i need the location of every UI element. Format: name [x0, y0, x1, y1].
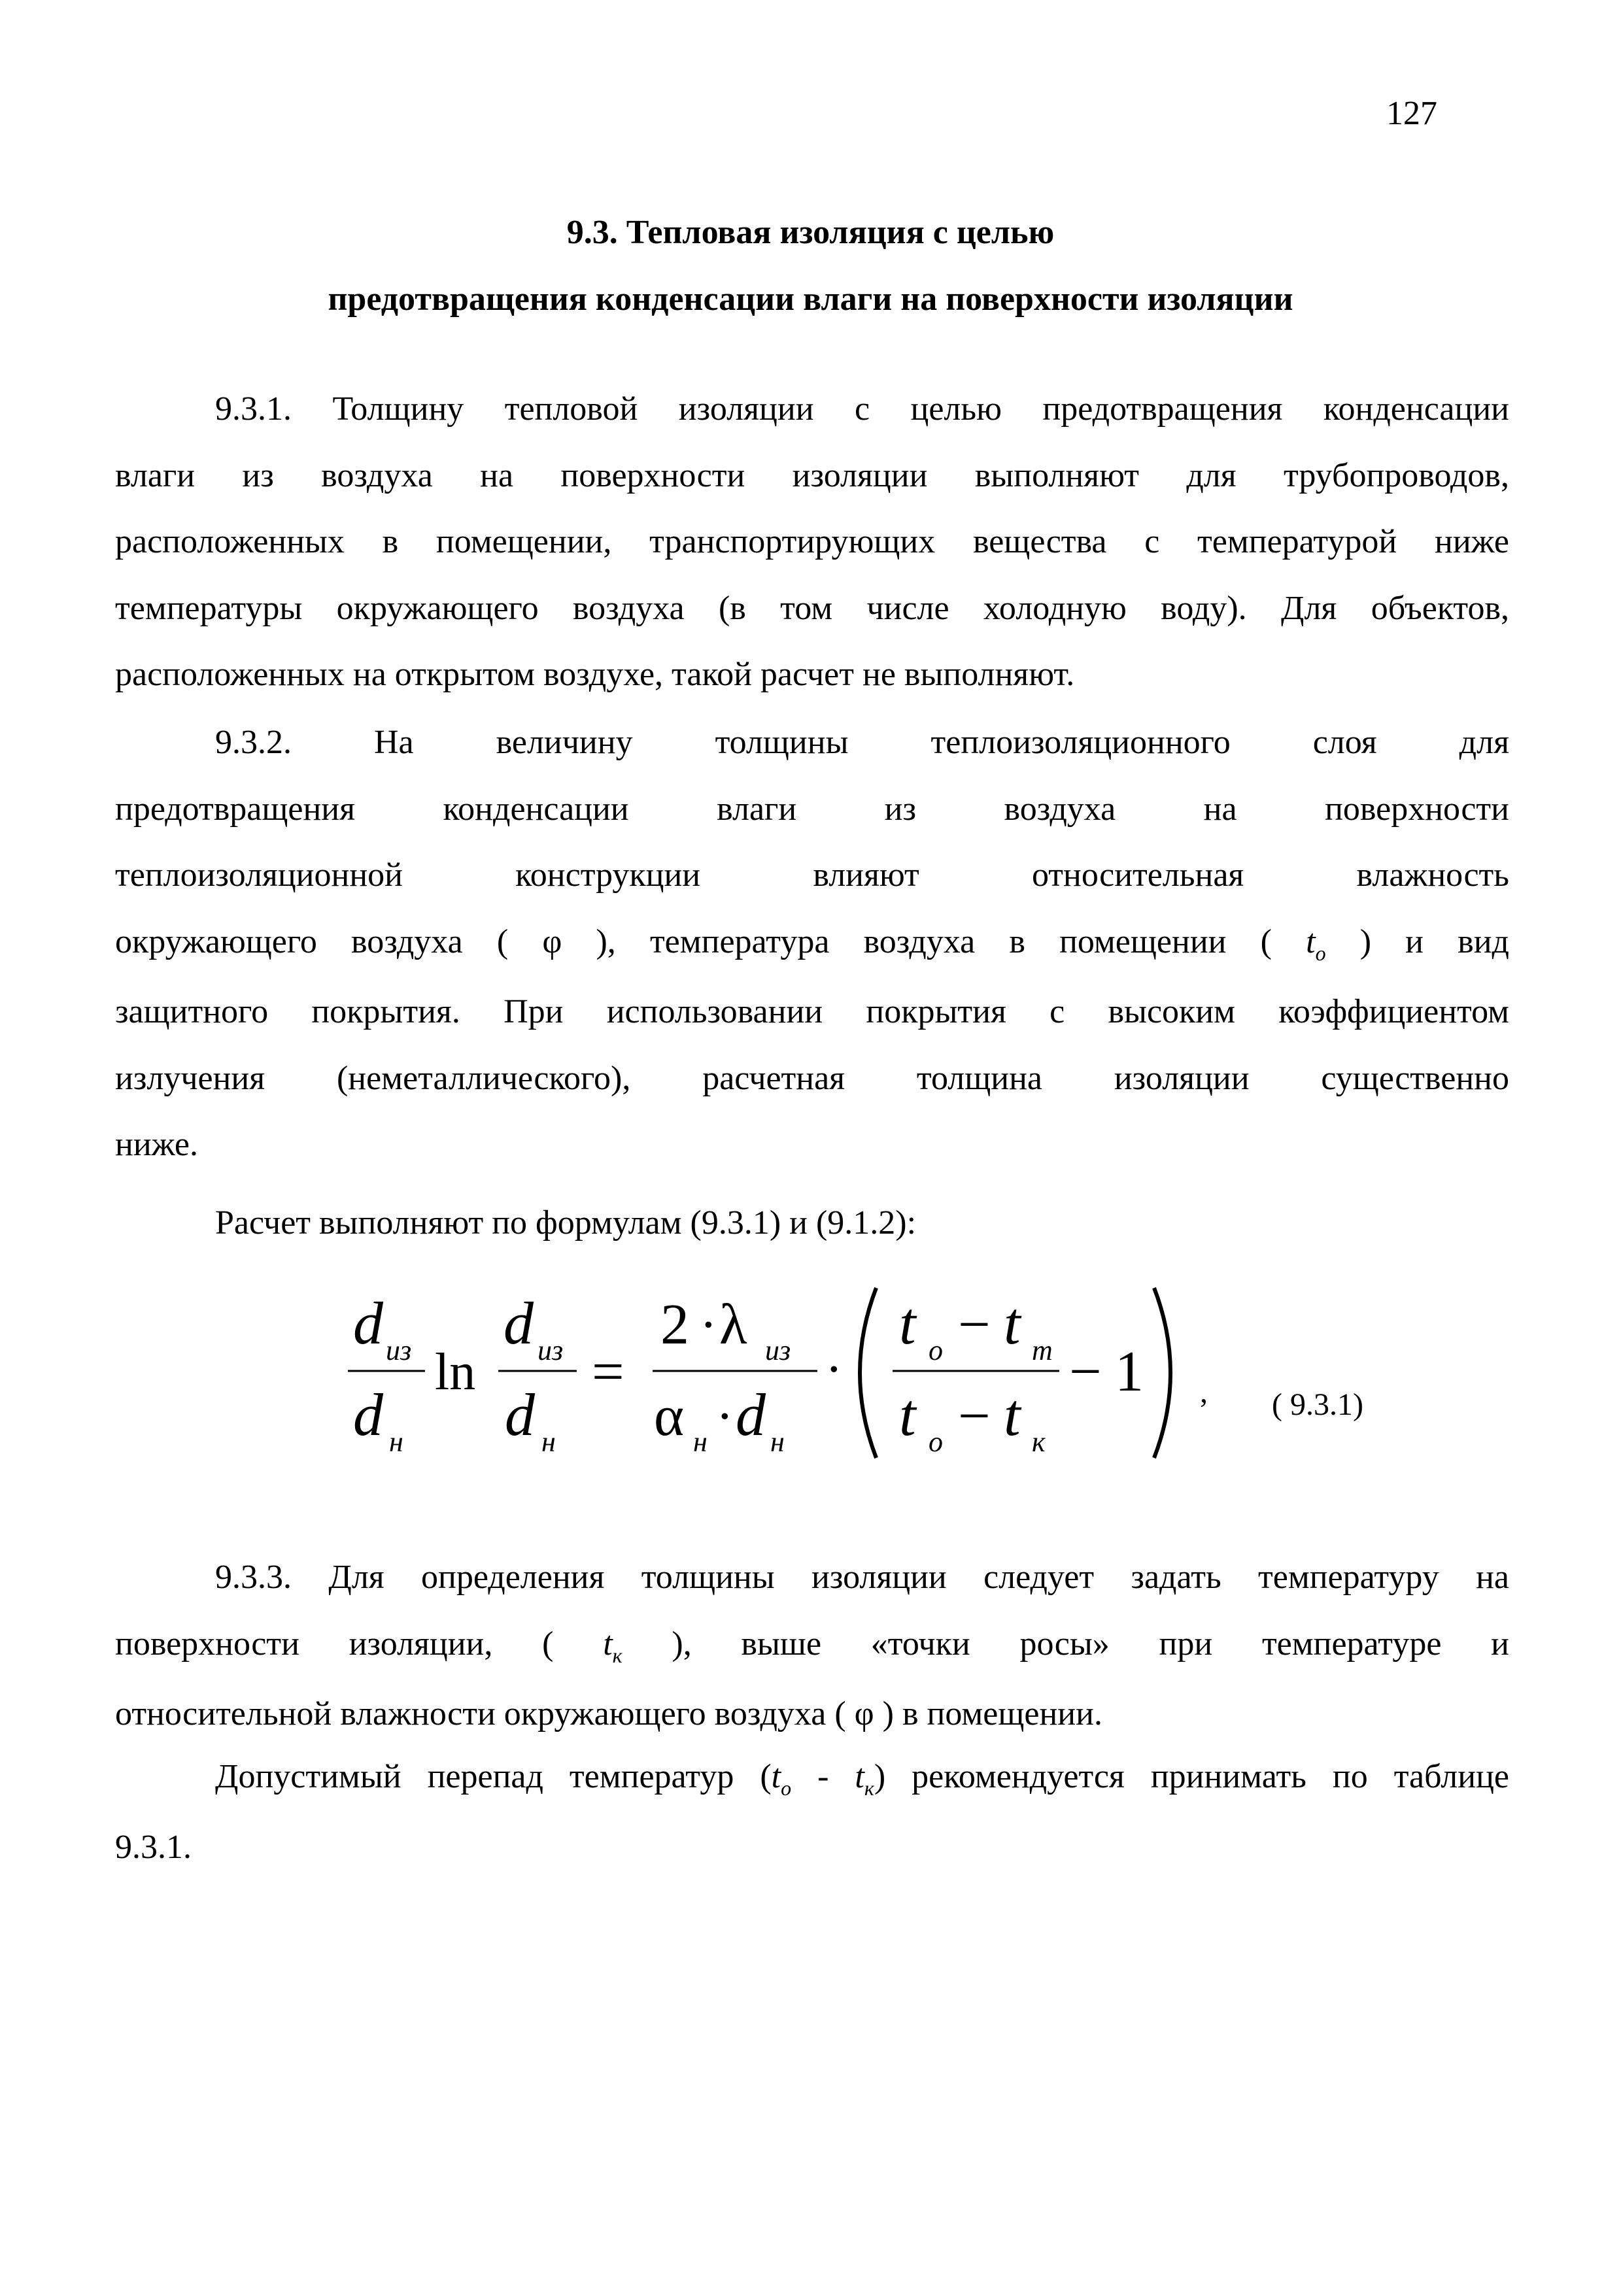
- formula-sub-k: к: [1032, 1426, 1046, 1458]
- paragraph-line: Расчет выполняют по формулам (9.3.1) и (9.1.2):: [215, 1204, 917, 1241]
- formula-t: t: [899, 1290, 916, 1357]
- paragraph-line: температуры окружающего воздуха (в том числе холодную воду). Для объектов,: [115, 589, 1509, 627]
- formula-sub-n: н: [770, 1426, 785, 1458]
- paragraph-line: [115, 1611, 1509, 1681]
- section-heading-line-1: 9.3. Тепловая изоляция с целью: [566, 214, 1055, 251]
- paragraph-line: излучения (неметаллического), расчетная толщина изоляции существенно: [115, 1059, 1509, 1097]
- formula-number: ( 9.3.1): [1272, 1387, 1363, 1422]
- var-t: t: [855, 1758, 864, 1795]
- paragraph-line: защитного покрытия. При использовании покрытия с высоким коэффициентом: [115, 993, 1509, 1030]
- text-fragment: Допустимый перепад температур (: [215, 1758, 772, 1795]
- formula-dot: ·: [716, 1388, 734, 1445]
- paragraph-9-3-3: [115, 1544, 1509, 1747]
- paragraph-line: 9.3.1. Толщину тепловой изоляции с целью предотвращения конденсации: [215, 390, 1509, 428]
- formula-sub-iz: из: [537, 1334, 564, 1366]
- paragraph-line: 9.3.1.: [115, 1828, 192, 1866]
- text-fragment: окружающего воздуха ( φ ), температура воздуха в помещении (: [115, 922, 1306, 960]
- paragraph-line: расположенных в помещении, транспортирующих вещества с температурой ниже: [115, 523, 1509, 560]
- paragraph-line: предотвращения конденсации влаги из воздуха на поверхности: [115, 790, 1509, 828]
- formula-d: d: [736, 1381, 766, 1448]
- formula-t: t: [1004, 1290, 1021, 1357]
- formula-sub-t: т: [1032, 1334, 1053, 1366]
- formula-comma: ,: [1200, 1375, 1208, 1410]
- formula-equals: =: [592, 1340, 624, 1404]
- formula-sub-iz: из: [386, 1334, 412, 1366]
- paragraph-line: [115, 909, 1509, 979]
- paragraph-9-3-1: [115, 376, 1509, 708]
- formula-ln: ln: [435, 1343, 476, 1401]
- formula-minus: −: [958, 1293, 991, 1357]
- paragraph-9-3-2: [115, 709, 1509, 1178]
- formula-one: 1: [1115, 1340, 1144, 1404]
- paragraph-line: теплоизоляционной конструкции влияют относительная влажность: [115, 856, 1509, 894]
- formula-d: d: [353, 1381, 383, 1448]
- formula-two: 2: [660, 1293, 689, 1357]
- paragraph-line: [115, 1744, 1509, 1814]
- paragraph-line: относительной влажности окружающего воздуха ( φ ) в помещении.: [115, 1695, 1102, 1732]
- paragraph-line: влаги из воздуха на поверхности изоляции выполняют для трубопроводов,: [115, 456, 1509, 494]
- text-fragment: -: [791, 1758, 855, 1795]
- formula-9-3-1: [333, 1278, 1249, 1468]
- paragraph-line: ниже.: [115, 1126, 198, 1163]
- formula-d: d: [505, 1381, 535, 1448]
- formula-alpha: α: [654, 1385, 685, 1448]
- formula-d: d: [353, 1290, 383, 1357]
- formula-minus: −: [1069, 1340, 1102, 1404]
- paragraph-line: 9.3.3. Для определения толщины изоляции следует задать температуру на: [215, 1559, 1509, 1596]
- formula-sub-iz: из: [765, 1334, 791, 1366]
- formula-minus: −: [958, 1385, 991, 1448]
- subscript: o: [1315, 941, 1326, 965]
- formula-sub-n: н: [389, 1426, 403, 1458]
- var-t: t: [603, 1625, 613, 1663]
- formula-t: t: [899, 1381, 916, 1448]
- text-fragment: поверхности изоляции, (: [115, 1625, 604, 1663]
- subscript: o: [781, 1776, 792, 1800]
- formula-d: d: [503, 1290, 534, 1357]
- left-paren: [860, 1288, 876, 1458]
- page-number: 127: [1386, 95, 1437, 132]
- paragraph-allowed-difference: [115, 1744, 1509, 1880]
- var-t: t: [1306, 922, 1316, 960]
- paragraph-line: расположенных на открытом воздухе, такой расчет не выполняют.: [115, 656, 1075, 693]
- var-t: t: [771, 1758, 781, 1795]
- formula-sub-o: о: [929, 1334, 943, 1366]
- formula-dot: ·: [700, 1296, 717, 1354]
- formula-t: t: [1004, 1381, 1021, 1448]
- formula-sub-n: н: [541, 1426, 556, 1458]
- formula-sub-o: о: [929, 1426, 943, 1458]
- text-fragment: ), выше «точки росы» при температуре и: [622, 1625, 1509, 1663]
- formula-dot: ·: [825, 1341, 843, 1398]
- paragraph-formula-intro: [115, 1190, 1509, 1257]
- subscript: к: [612, 1643, 623, 1667]
- paragraph-line: 9.3.2. На величину толщины теплоизоляционного слоя для: [215, 724, 1509, 761]
- formula-sub-n: н: [693, 1426, 708, 1458]
- section-heading-line-2: предотвращения конденсации влаги на поверхности изоляции: [328, 280, 1293, 318]
- subscript: к: [864, 1776, 874, 1800]
- right-paren: [1154, 1288, 1170, 1458]
- formula-svg: [333, 1278, 1249, 1468]
- formula-lambda: λ: [719, 1293, 747, 1357]
- text-fragment: ) рекомендуется принимать по таблице: [874, 1758, 1509, 1795]
- text-fragment: ) и вид: [1325, 922, 1509, 960]
